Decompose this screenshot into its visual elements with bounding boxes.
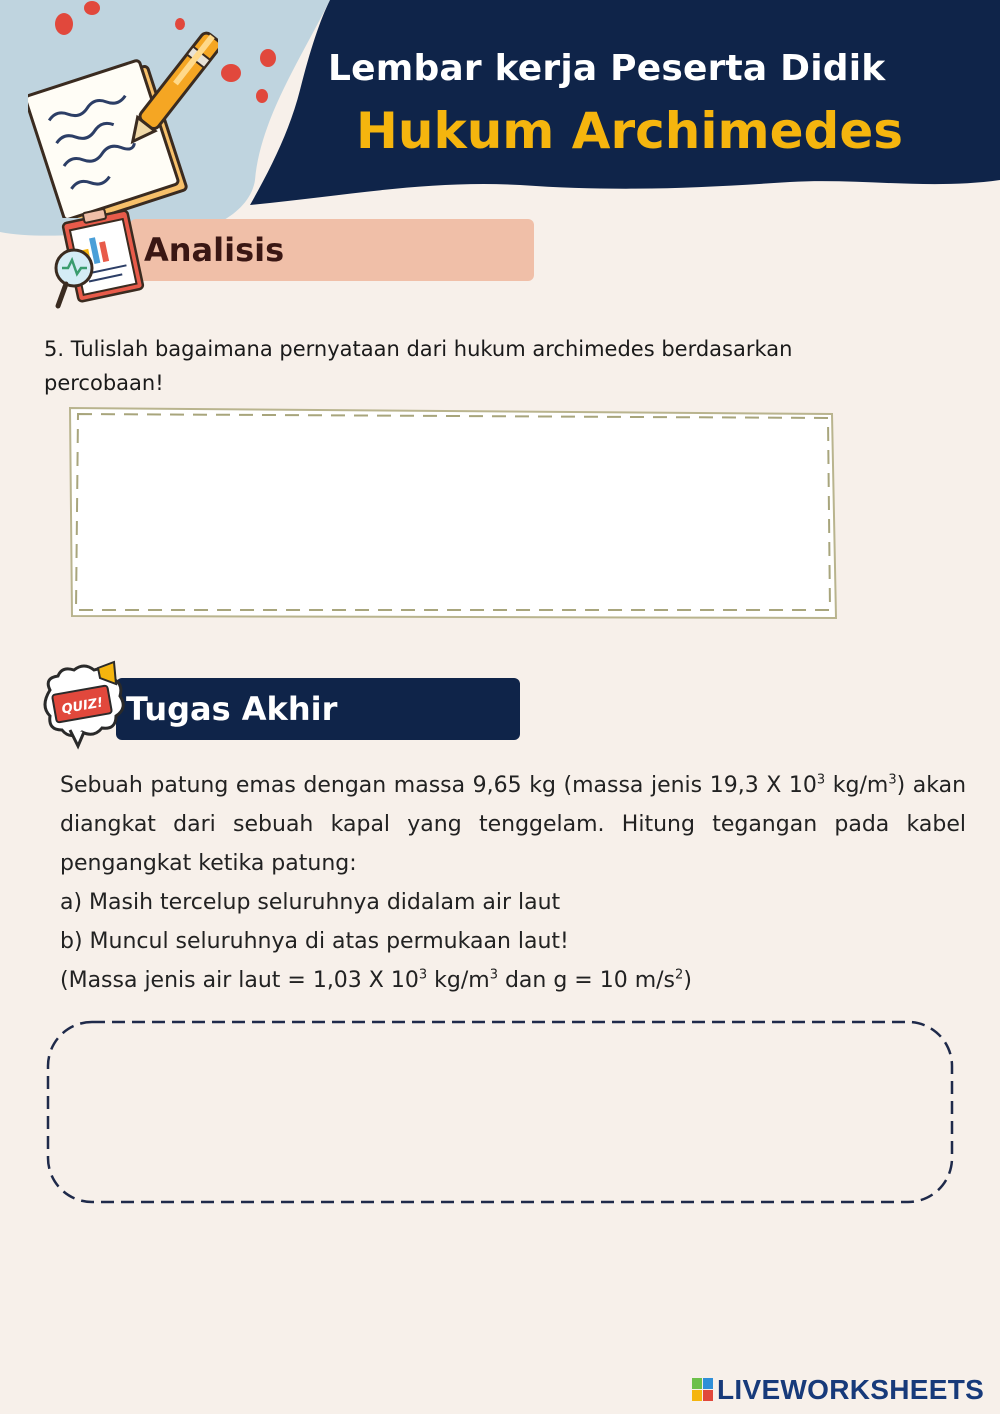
analisis-heading: Analisis xyxy=(144,231,285,269)
problem-line-1: Sebuah patung emas dengan massa 9,65 kg (massa jenis 19,3 X $10^3$ $kg/m^3$) akan xyxy=(60,772,967,798)
worksheet-title: Lembar kerja Peserta Didik xyxy=(328,48,886,89)
question-5: 5. Tulislah bagaimana pernyataan dari hukum archimedes berdasarkan percobaan! xyxy=(44,337,793,395)
analisis-banner xyxy=(130,219,534,281)
tugas-akhir-banner xyxy=(116,678,520,740)
tugas-akhir-heading: Tugas Akhir xyxy=(126,690,338,728)
option-a: a) Masih tercelup seluruhnya didalam air laut xyxy=(60,890,561,915)
answer-box-analisis xyxy=(66,404,838,624)
task-problem-text xyxy=(60,766,966,1000)
liveworksheets-logo-icon xyxy=(692,1378,714,1402)
problem-line-2: diangkat dari sebuah kapal yang tenggelam. Hitung tegangan pada kabel xyxy=(60,812,966,837)
liveworksheets-wordmark: LIVEWORKSHEETS xyxy=(717,1374,985,1405)
option-b: b) Muncul seluruhnya di atas permukaan laut! xyxy=(60,929,569,954)
worksheet-topic: Hukum Archimedes xyxy=(356,102,903,160)
answer-box-tugas xyxy=(46,1020,954,1204)
report-magnifier-icon xyxy=(48,206,148,314)
quiz-megaphone-icon xyxy=(40,660,130,750)
liveworksheets-footer xyxy=(692,1374,984,1406)
analisis-answer-field[interactable] xyxy=(90,428,814,602)
tugas-answer-field[interactable] xyxy=(72,1040,932,1188)
notebook-pen-icon xyxy=(28,28,218,218)
problem-line-3: pengangkat ketika patung: xyxy=(60,851,357,876)
problem-note: (Massa jenis air laut = 1,03 X $10^3$ $kg/m^3$ dan g = 10 $m/s^2$) xyxy=(60,967,692,993)
quiz-badge-label: QUIZ! xyxy=(60,695,105,718)
